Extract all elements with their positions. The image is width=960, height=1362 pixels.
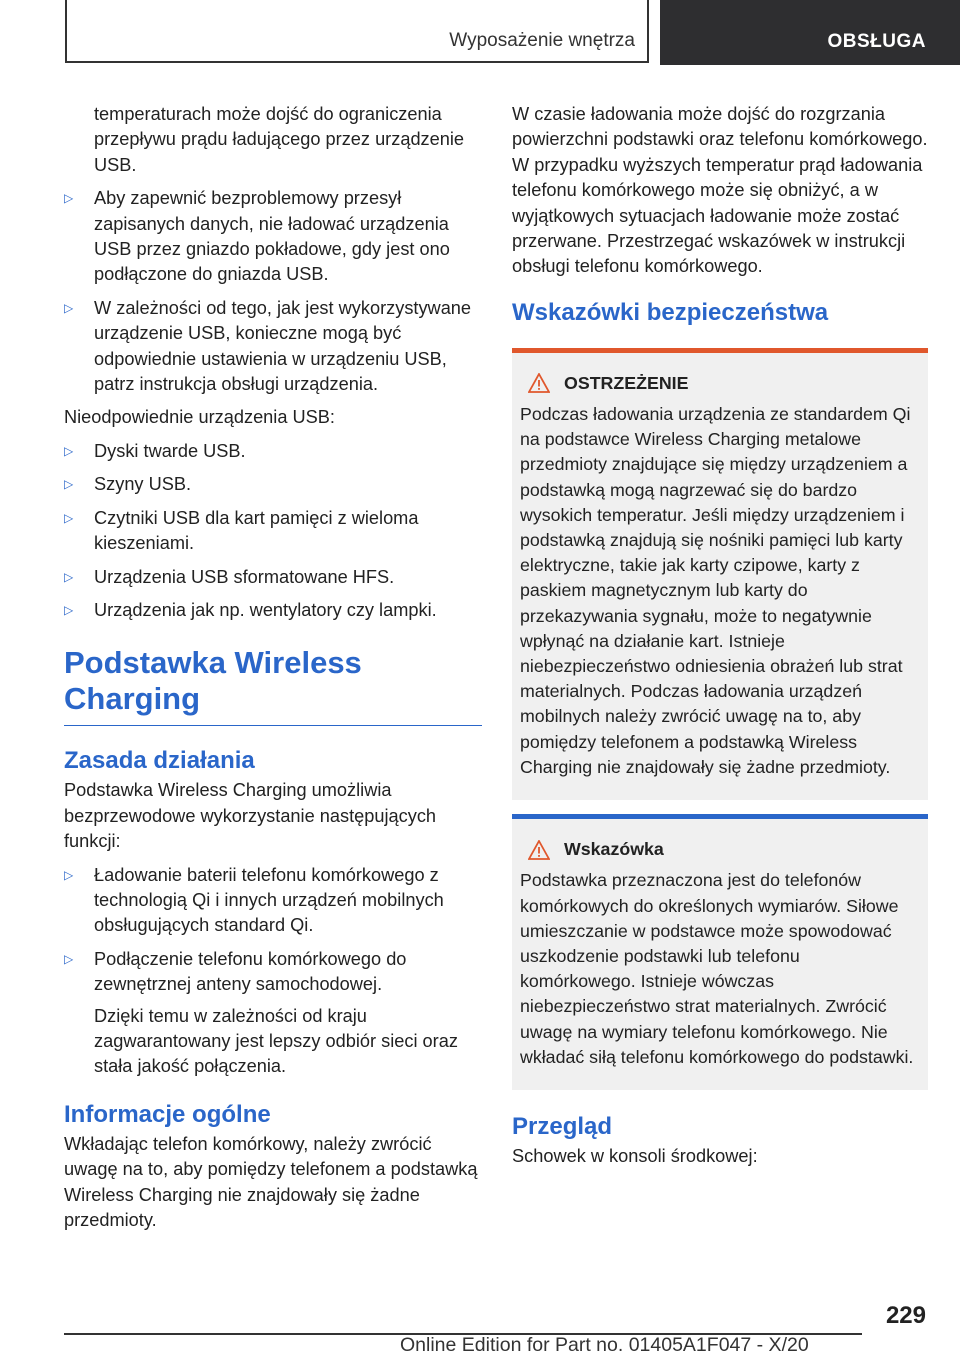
list-item: ▷ Ładowanie baterii telefonu komórkowego z technologią Qi i innych urządzeń mobilnych obsługujących standard Qi.: [64, 864, 444, 936]
right-column: [512, 102, 928, 1169]
left-column: [64, 102, 482, 1233]
principle-text: Podstawka Wireless Charging umożliwia bezprzewodowe wykorzystanie następujących funkcji:: [64, 780, 437, 852]
function-continuation: Dzięki temu w zależności od kraju zagwarantowany jest lepszy odbiór sieci oraz stała jakość połączenia.: [94, 1005, 458, 1077]
list-item: ▷ Aby zapewnić bezproblemowy przesył zapisanych danych, nie ładować urządzenia USB przez gniazdo pokładowe, gdy jest ono podłączone do gniazda USB.: [64, 188, 450, 285]
subheading-safety: Wskazówki bezpieczeństwa: [512, 298, 829, 326]
triangle-bullet-icon: ▷: [64, 191, 74, 206]
header-section-box: [65, 0, 649, 63]
warning-title: OSTRZEŻENIE: [520, 371, 920, 396]
triangle-bullet-icon: ▷: [64, 602, 74, 617]
bullet-list-usb-notes: [64, 186, 482, 397]
unsuitable-devices-label: Nieodpowiednie urządzenia USB:: [64, 407, 335, 428]
subheading-general-info: Informacje ogólne: [64, 1100, 271, 1128]
list-item: ▷ Szyny USB.: [64, 472, 482, 497]
page-number: 229: [885, 1302, 926, 1329]
triangle-bullet-icon: ▷: [64, 951, 74, 966]
warning-triangle-icon: [528, 373, 550, 393]
overview-text: Schowek w konsoli środkowej:: [512, 1145, 758, 1166]
triangle-bullet-icon: ▷: [64, 300, 74, 315]
continued-paragraph: temperaturach może dojść do ograniczenia przepływu prądu ładującego przez urządzenie USB.: [94, 104, 465, 175]
header-chapter-box: [660, 0, 960, 65]
warning-text: Podczas ładowania urządzenia ze standardem Qi na podstawce Wireless Charging metalowe przedmioty znajdujące się między urządzeniem a podstawką mogą nagrzewać się do bardzo wysokich temperatur. Jeśli między urządzeniem i podstawką znajdują się nośniki pamięci lub karty elektryczne, takie jak karty czipowe, karty z paskiem magnetycznym lub karty do przekazywania sygnału, może to negatywnie wpłynąć na działanie kart. Istnieje niebezpieczeństwo odniesienia obrażeń lub strat materialnych. Podczas ładowania urządzeń mobilnych należy zwrócić uwagę na to, aby pomiędzy telefonem a podstawką Wireless Charging nie znajdowały się żadne przedmioty.: [520, 404, 911, 777]
header-chapter-title: OBSŁUGA: [827, 31, 926, 52]
triangle-bullet-icon: ▷: [64, 477, 74, 492]
heating-paragraph: W czasie ładowania może dojść do rozgrzania powierzchni podstawki oraz telefonu komórkowego. W przypadku wyższych temperatur prąd ładowania telefonu komórkowego może się obniżyć, a w wyjątkowych sytuacjach ładowanie może zostać przerwane. Przestrzegać wskazówek w instrukcji obsługi telefonu komórkowego.: [512, 104, 928, 277]
list-item: ▷ Urządzenia jak np. wentylatory czy lampki.: [64, 598, 482, 623]
list-item: ▷ Podłączenie telefonu komórkowego do zewnętrznej anteny samochodowej.: [64, 948, 407, 995]
note-text: Podstawka przeznaczona jest do telefonów komórkowych do określonych wymiarów. Siłowe umieszczanie w podstawce może spowodować uszkodzenie podstawki lub telefonu komórkowego. Istnieje wówczas niebezpieczeństwo strat materialnych. Zwrócić uwagę na wymiary telefonu komórkowego. Nie wkładać siłą telefonu komórkowego do podstawki.: [520, 870, 914, 1067]
bullet-list-unsuitable: [64, 439, 482, 623]
list-item: ▷ Czytniki USB dla kart pamięci z wieloma kieszeniami.: [64, 507, 419, 554]
triangle-bullet-icon: ▷: [64, 443, 74, 458]
header-section-title: Wyposażenie wnętrza: [449, 30, 635, 51]
list-item: ▷ Urządzenia USB sformatowane HFS.: [64, 565, 482, 590]
triangle-bullet-icon: ▷: [64, 867, 74, 882]
list-item: ▷ W zależności od tego, jak jest wykorzystywane urządzenie USB, konieczne mogą być odpowiednie ustawienia w urządzeniu USB, patrz instrukcja obsługi urządzenia.: [64, 297, 472, 395]
note-title: Wskazówka: [520, 837, 920, 862]
section-heading-wireless-charging: Podstawka Wireless Charging: [64, 645, 482, 726]
subheading-principle: Zasada działania: [64, 747, 255, 775]
list-item: ▷ Dyski twarde USB.: [64, 439, 482, 464]
footer-edition: Online Edition for Part no. 01405A1F047 - X/20: [400, 1334, 809, 1356]
triangle-bullet-icon: ▷: [64, 569, 74, 584]
bullet-list-functions: [64, 863, 482, 998]
subheading-overview: Przegląd: [512, 1112, 613, 1140]
caution-triangle-icon: [528, 840, 550, 860]
warning-box: [512, 348, 928, 800]
triangle-bullet-icon: ▷: [64, 510, 74, 525]
general-info-text: Wkładając telefon komórkowy, należy zwrócić uwagę na to, aby pomiędzy telefonem a podstawką Wireless Charging nie znajdowały się żadne przedmioty.: [64, 1133, 478, 1230]
note-box: [512, 814, 928, 1090]
